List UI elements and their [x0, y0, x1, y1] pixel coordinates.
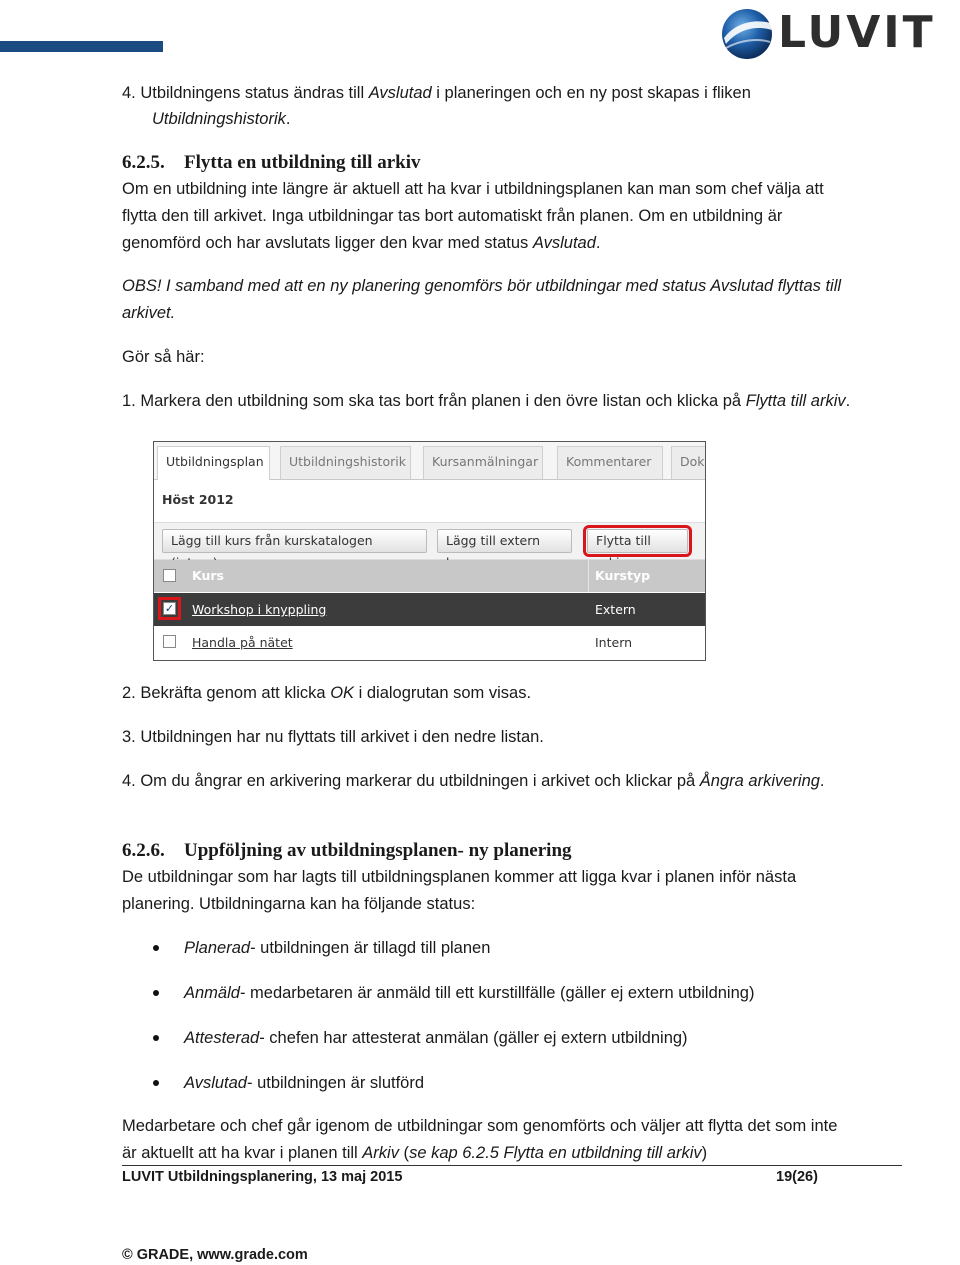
bullet-dot: [153, 1080, 159, 1086]
header-accent-bar: [0, 41, 163, 52]
intro-step4: 4. Utbildningens status ändras till Avslutad i planeringen och en ny post skapas i fliken: [122, 84, 751, 102]
section-626-line2: planering. Utbildningarna kan ha följande status:: [122, 895, 476, 913]
globe-icon: [718, 4, 778, 62]
obs-note-line2: arkivet.: [122, 304, 176, 322]
tab-dokument[interactable]: Dok: [671, 446, 706, 479]
course-link[interactable]: Handla på nätet: [192, 635, 293, 650]
logo-text: LUVIT: [778, 7, 936, 58]
step1: 1. Markera den utbildning som ska tas bort från planen i den övre listan och klicka på Flytta till arkiv.: [122, 392, 851, 410]
course-type: Extern: [595, 602, 636, 617]
closing-line1: Medarbetare och chef går igenom de utbildningar som genomförts och väljer att flytta det som inte: [122, 1117, 838, 1135]
list-item: Planerad- utbildningen är tillagd till planen: [184, 939, 491, 957]
footer-doc-title: LUVIT Utbildningsplanering, 13 maj 2015: [122, 1169, 403, 1185]
select-all-checkbox[interactable]: [163, 569, 176, 582]
section-625-heading: 6.2.5. Flytta en utbildning till arkiv: [122, 152, 421, 173]
move-to-archive-button[interactable]: Flytta till: [587, 529, 688, 553]
list-item: Avslutad- utbildningen är slutförd: [184, 1074, 425, 1092]
toolbar: [154, 522, 705, 560]
table-row[interactable]: [154, 626, 705, 659]
add-internal-course-button[interactable]: Lägg till kurs från kurskatalogen: [162, 529, 427, 553]
section-625-line2: flytta den till arkivet. Inga utbildningar tas bort automatiskt från planen. Om en utbildning är: [122, 207, 783, 225]
table-row[interactable]: [154, 593, 705, 626]
bullet-dot: [153, 990, 159, 996]
obs-note-line1: OBS! I samband med att en ny planering genomförs bör utbildningar med status Avslutad flyttas till: [122, 277, 842, 295]
tab-utbildningshistorik[interactable]: Utbildningshistorik: [280, 446, 411, 479]
intro-step4-cont: Utbildningshistorik.: [152, 110, 291, 128]
column-header-kurstyp[interactable]: Kurstyp: [595, 568, 651, 583]
closing-line2: är aktuellt att ha kvar i planen till Arkiv (se kap 6.2.5 Flytta en utbildning till arkiv): [122, 1144, 708, 1162]
section-626-line1: De utbildningar som har lagts till utbildningsplanen kommer att ligga kvar i planen inför nästa: [122, 868, 797, 886]
tab-kursanmalningar[interactable]: Kursanmälningar: [423, 446, 543, 479]
tab-utbildningsplan[interactable]: Utbildningsplan: [157, 446, 270, 480]
footer-page-number: 19(26): [776, 1169, 818, 1185]
bullet-dot: [153, 945, 159, 951]
tab-kommentarer[interactable]: Kommentarer: [557, 446, 663, 479]
course-type: Intern: [595, 635, 633, 650]
section-625-line3: genomförd och har avslutats ligger den kvar med status Avslutad.: [122, 234, 601, 252]
step3: 3. Utbildningen har nu flyttats till arkivet i den nedre listan.: [122, 728, 544, 746]
list-item: Attesterad- chefen har attesterat anmälan (gäller ej extern utbildning): [184, 1029, 688, 1047]
how-to-label: Gör så här:: [122, 348, 205, 366]
bullet-dot: [153, 1035, 159, 1041]
app-screenshot: [153, 441, 706, 661]
season-label: Höst 2012: [162, 492, 234, 507]
step2: 2. Bekräfta genom att klicka OK i dialogrutan som visas.: [122, 684, 532, 702]
footer-copyright: © GRADE, www.grade.com: [122, 1247, 308, 1263]
footer-rule: [122, 1165, 902, 1166]
section-626-heading: 6.2.6. Uppföljning av utbildningsplanen- ny planering: [122, 840, 572, 861]
add-external-course-button[interactable]: Lägg till extern: [437, 529, 572, 553]
table-header: [154, 560, 705, 592]
course-link[interactable]: Workshop i knyppling: [192, 602, 327, 617]
section-625-line1: Om en utbildning inte längre är aktuell att ha kvar i utbildningsplanen kan man som chef välja att: [122, 180, 824, 198]
list-item: Anmäld- medarbetaren är anmäld till ett kurstillfälle (gäller ej extern utbildning): [184, 984, 755, 1002]
column-header-kurs[interactable]: Kurs: [192, 568, 224, 583]
row-checkbox[interactable]: ✓: [164, 602, 175, 615]
tab-bar: [154, 442, 705, 480]
step4: 4. Om du ångrar en arkivering markerar du utbildningen i arkivet och klickar på Ångra arkivering.: [122, 772, 825, 790]
luvit-logo: [718, 4, 958, 62]
column-separator: [588, 560, 589, 592]
row-checkbox[interactable]: [163, 635, 176, 648]
